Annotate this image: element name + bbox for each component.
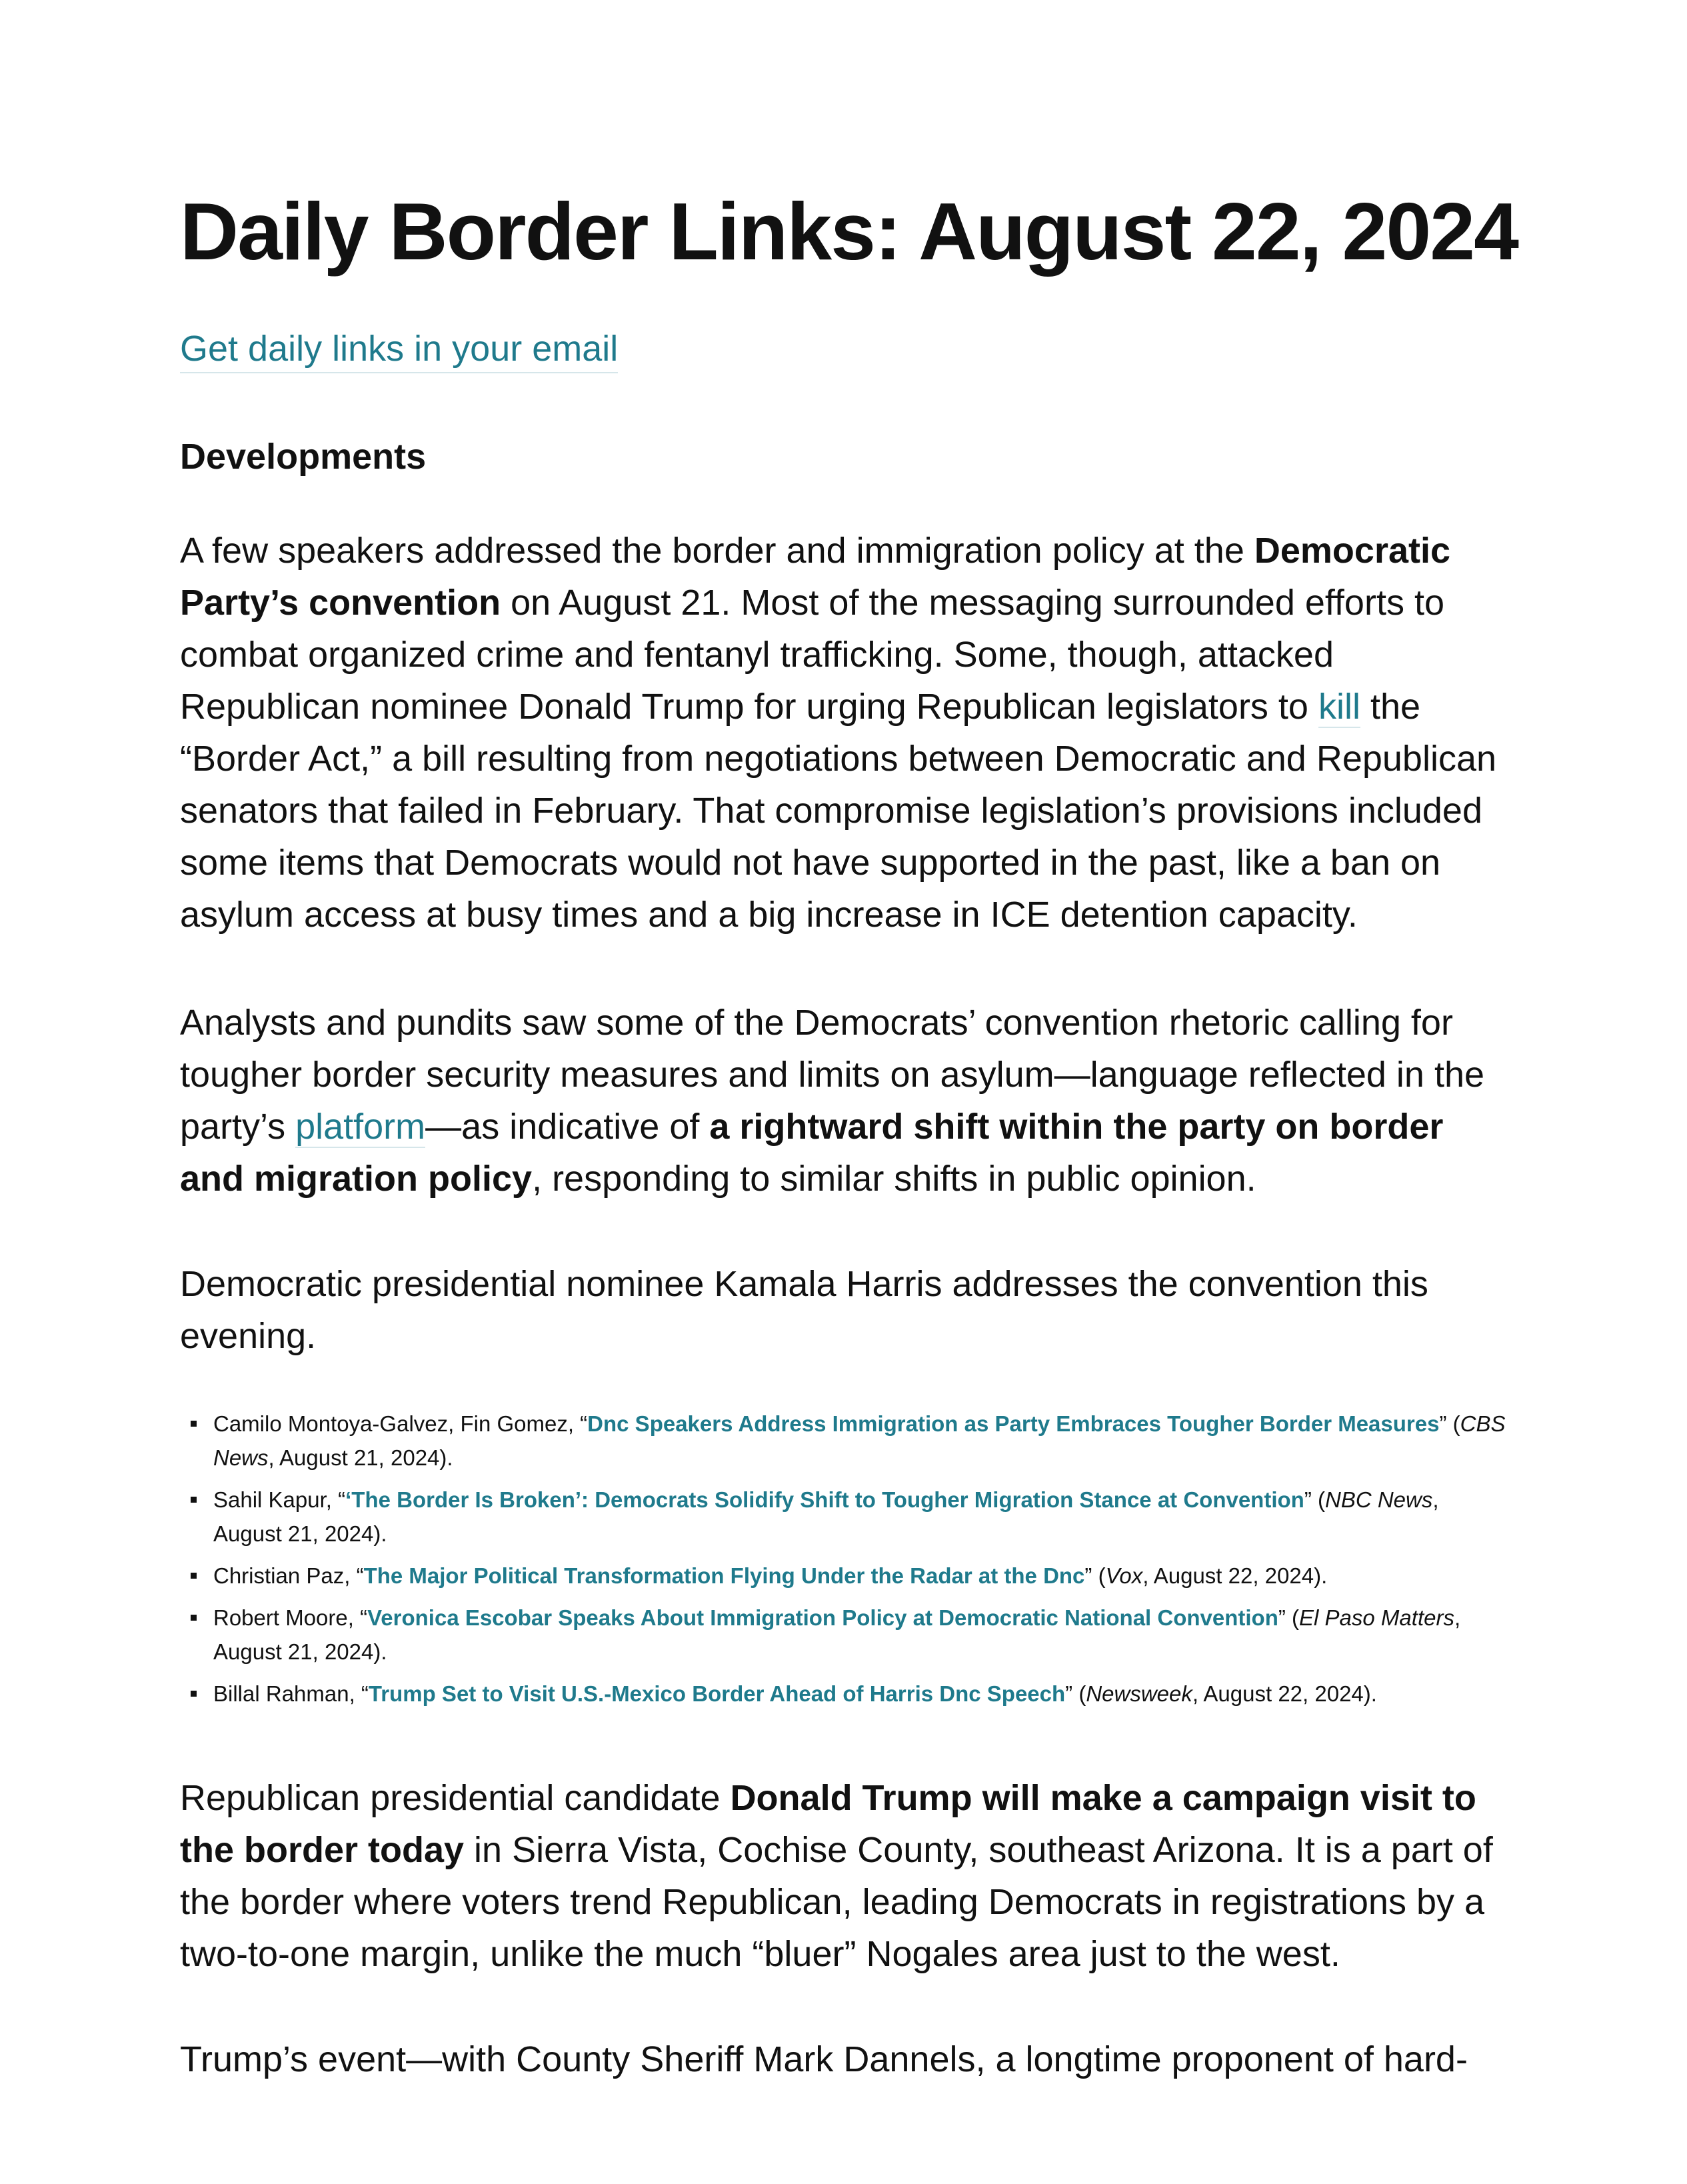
reference-list (180, 1407, 1506, 1719)
ref-link[interactable]: Veronica Escobar Speaks About Immigration Policy at Democratic National Convention (367, 1605, 1278, 1630)
bullet-icon (191, 1573, 197, 1579)
ref-authors: Christian Paz, “ (213, 1563, 364, 1588)
bold-text: Donald Trump will make a campaign visit to the border today (180, 1778, 1476, 1870)
ref-date: , August 21, 2024). (268, 1445, 453, 1470)
text: on August 21. Most of the messaging surrounded efforts to combat organized crime and fentanyl trafficking. Some, though, attacked Republican nominee Donald Trump for urging Republican legislators to (180, 583, 1444, 727)
ref-link[interactable]: ‘The Border Is Broken’: Democrats Solidify Shift to Tougher Migration Stance at Convention (345, 1487, 1304, 1512)
bullet-icon (191, 1615, 197, 1621)
paragraph-analysts (180, 997, 1506, 1205)
ref-date: , August 22, 2024). (1192, 1681, 1377, 1706)
ref-punct: ” ( (1065, 1681, 1086, 1706)
text: Republican presidential candidate (180, 1778, 731, 1818)
platform-link[interactable]: platform (295, 1107, 426, 1147)
bullet-icon (191, 1691, 197, 1697)
ref-link[interactable]: Dnc Speakers Address Immigration as Party Embraces Tougher Border Measures (587, 1411, 1440, 1436)
kill-link[interactable]: kill (1318, 687, 1360, 727)
ref-source: NBC News (1324, 1487, 1433, 1512)
text: A few speakers addressed the border and immigration policy at the (180, 531, 1254, 571)
text: Analysts and pundits saw some of the Democrats’ convention rhetoric calling for tougher border security measures and limits on asylum—language reflected in the party’s (180, 1003, 1485, 1147)
bullet-icon (191, 1497, 197, 1503)
list-item (180, 1483, 1506, 1551)
bold-text: a rightward shift within the party on border and migration policy (180, 1107, 1444, 1199)
ref-date: , August 21, 2024). (213, 1605, 1461, 1664)
paragraph-trump-visit (180, 1772, 1506, 1980)
ref-source: El Paso Matters (1299, 1605, 1454, 1630)
ref-link[interactable]: Trump Set to Visit U.S.-Mexico Border Ahead of Harris Dnc Speech (368, 1681, 1066, 1706)
ref-source: CBS News (213, 1411, 1506, 1470)
text: the “Border Act,” a bill resulting from negotiations between Democratic and Republican senators that failed in February. That compromise legislation’s provisions included some items that Democrats would not have supported in the past, like a ban on asylum access at busy times and a big increase in ICE detention capacity. (180, 687, 1497, 935)
ref-authors: Sahil Kapur, “ (213, 1487, 346, 1512)
ref-link[interactable]: The Major Political Transformation Flying Under the Radar at the Dnc (363, 1563, 1085, 1588)
bullet-icon (191, 1421, 197, 1427)
list-item (180, 1407, 1506, 1475)
ref-punct: ” ( (1304, 1487, 1325, 1512)
ref-source: Vox (1105, 1563, 1143, 1588)
subscribe-link[interactable]: Get daily links in your email (180, 325, 618, 373)
ref-source: Newsweek (1086, 1681, 1192, 1706)
list-item (180, 1601, 1506, 1669)
list-item (180, 1559, 1506, 1593)
list-item (180, 1677, 1506, 1711)
text: in Sierra Vista, Cochise County, southeast Arizona. It is a part of the border where voters trend Republican, leading Democrats in registrations by a two-to-one margin, unlike the much “bluer” Nogales area just to the west. (180, 1830, 1493, 1974)
section-heading: Developments (180, 437, 427, 477)
ref-punct: ” ( (1084, 1563, 1106, 1588)
paragraph-trump-event: Trump’s event—with County Sheriff Mark Dannels, a longtime proponent of hard- (180, 2039, 1468, 2079)
ref-date: , August 21, 2024). (213, 1487, 1439, 1546)
ref-authors: Camilo Montoya-Galvez, Fin Gomez, “ (213, 1411, 588, 1436)
paragraph-harris: Democratic presidential nominee Kamala Harris addresses the convention this evening. (180, 1264, 1428, 1356)
paragraph-convention (180, 525, 1506, 941)
ref-punct: ” ( (1278, 1605, 1300, 1630)
ref-date: , August 22, 2024). (1142, 1563, 1328, 1588)
text: —as indicative of (425, 1107, 710, 1147)
page-title: Daily Border Links: August 22, 2024 (180, 186, 1518, 277)
ref-authors: Billal Rahman, “ (213, 1681, 369, 1706)
ref-authors: Robert Moore, “ (213, 1605, 368, 1630)
text: , responding to similar shifts in public opinion. (532, 1159, 1256, 1199)
ref-punct: ” ( (1439, 1411, 1460, 1436)
bold-text: Democratic Party’s convention (180, 531, 1451, 623)
